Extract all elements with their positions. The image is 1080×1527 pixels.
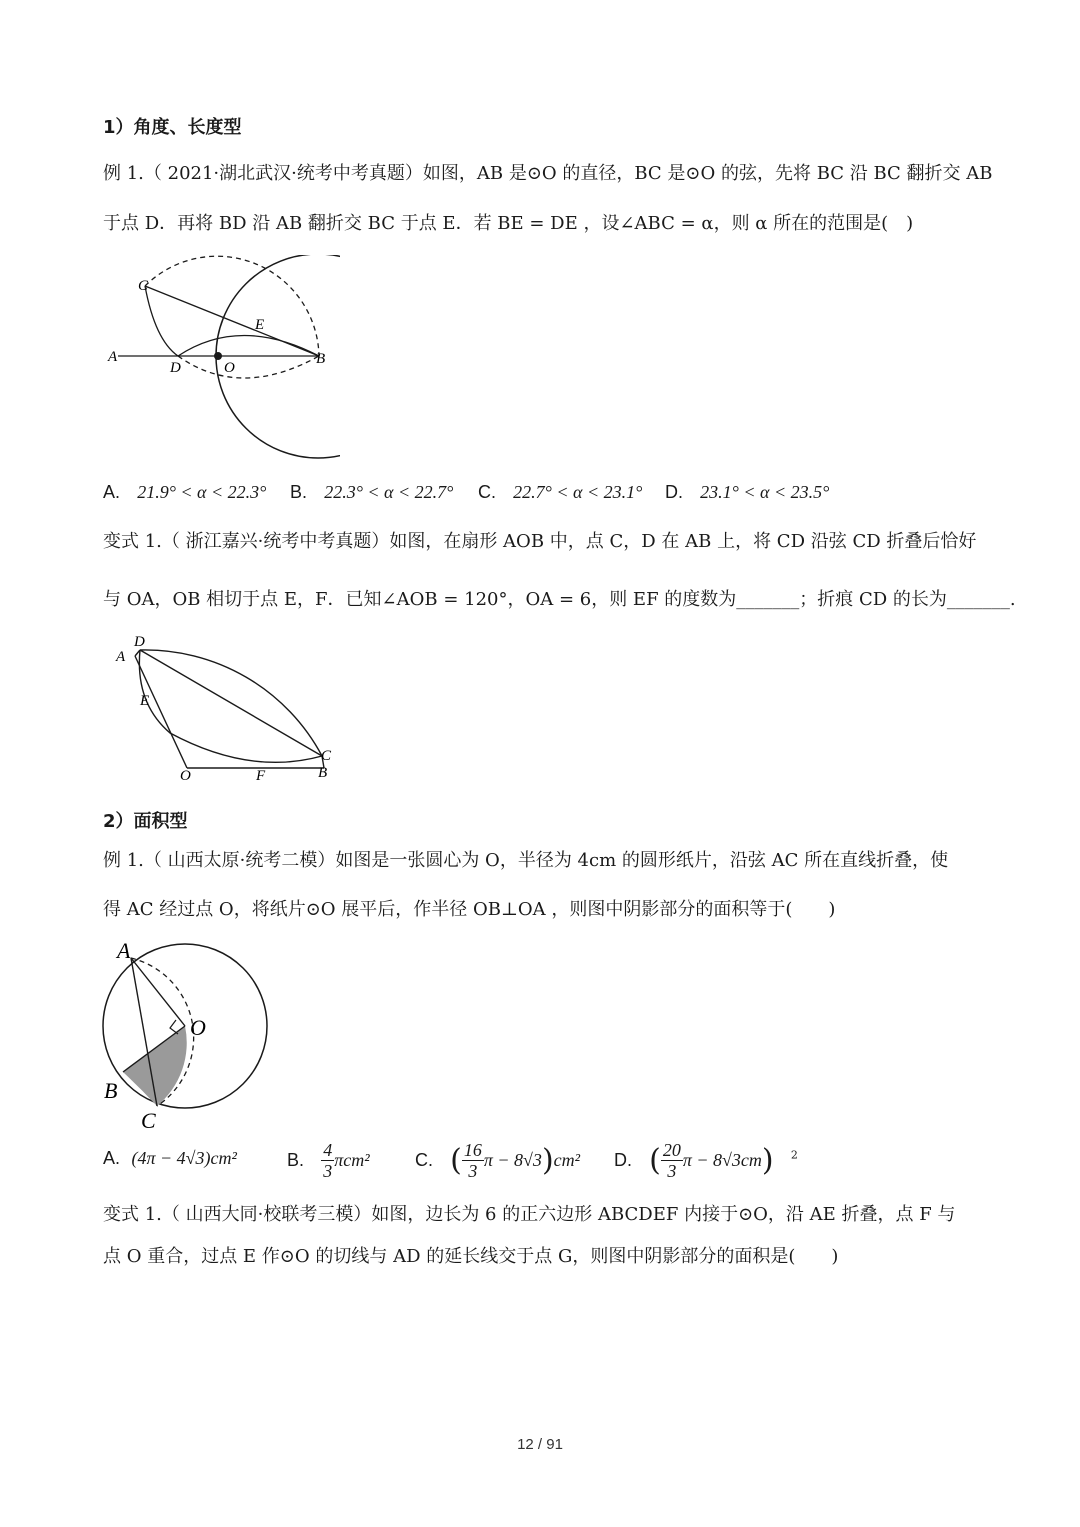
example1-option-b: B. 22.3° < α < 22.7° bbox=[290, 482, 454, 502]
label-a: A bbox=[117, 938, 131, 963]
folded-arc-cd bbox=[139, 650, 322, 762]
example1-figure bbox=[100, 255, 340, 470]
label-o: O bbox=[190, 1015, 206, 1040]
example2-option-b: B. $\frac{4}{3}$ πcm² bbox=[287, 1140, 370, 1181]
label-d: D bbox=[170, 360, 181, 376]
variant1-text-line2: 与 OA，OB 相切于点 E，F．已知∠AOB = 120°，OA = 6，则 EF 的度数为_______；折痕 CD 的长为_______. bbox=[103, 589, 1016, 610]
label-a: A bbox=[108, 349, 118, 365]
label-c: C bbox=[141, 1108, 156, 1133]
label-b: B bbox=[104, 1078, 118, 1103]
example2-text-line1: 例 1.（ 山西太原·统考二模）如图是一张圆心为 O，半径为 4cm 的圆形纸片，沿弦 AC 所在直线折叠，使 bbox=[103, 850, 949, 871]
example2-option-a: A. (4π − 4√3)cm² bbox=[103, 1148, 237, 1168]
label-c: C bbox=[321, 748, 332, 764]
label-f: F bbox=[256, 768, 266, 784]
label-o: O bbox=[180, 768, 191, 784]
variant1-figure bbox=[110, 628, 345, 788]
arc-bd-dashed bbox=[178, 356, 319, 378]
variant1-text-line1: 变式 1.（ 浙江嘉兴·统考中考真题）如图，在扇形 AOB 中，点 C，D 在 AB 上，将 CD 沿弦 CD 折叠后恰好 bbox=[103, 531, 977, 552]
label-b: B bbox=[318, 765, 328, 781]
section-heading-angle-length: 1）角度、长度型 bbox=[103, 117, 242, 138]
label-d: D bbox=[134, 634, 145, 650]
label-o: O bbox=[224, 360, 235, 376]
label-a: A bbox=[116, 649, 126, 665]
arc-cd bbox=[145, 286, 178, 356]
variant2-text-line2: 点 O 重合，过点 E 作⊙O 的切线与 AD 的延长线交于点 G，则图中阴影部分的面积是( ) bbox=[103, 1246, 839, 1267]
label-e: E bbox=[140, 693, 150, 709]
arc-bd-folded bbox=[178, 336, 319, 357]
example1-text-line2: 于点 D．再将 BD 沿 AB 翻折交 BC 于点 E．若 BE = DE ，设∠ABC = α，则 α 所在的范围是( ) bbox=[103, 213, 914, 234]
example1-text-line1: 例 1.（ 2021·湖北武汉·统考中考真题）如图，AB 是⊙O 的直径，BC 是⊙O 的弦，先将 BC 沿 BC 翻折交 AB bbox=[103, 163, 993, 184]
example2-text-line2: 得 AC 经过点 O，将纸片⊙O 展平后，作半径 OB⊥OA ，则图中阴影部分的面积等于( ) bbox=[103, 899, 836, 920]
folded-arc-dashed bbox=[145, 256, 319, 356]
chord-cd bbox=[140, 650, 322, 756]
variant2-text-line1: 变式 1.（ 山西大同·校联考三模）如图，边长为 6 的正六边形 ABCDEF 内接于⊙O，沿 AE 折叠，点 F 与 bbox=[103, 1204, 956, 1225]
label-b: B bbox=[316, 351, 326, 367]
example2-option-c: C. ( $\frac{16}{3}$ π − 8√3)cm² bbox=[415, 1140, 581, 1181]
center-point-o bbox=[214, 352, 222, 360]
label-c: C bbox=[138, 278, 149, 294]
example1-option-c: C. 22.7° < α < 23.1° bbox=[478, 482, 643, 502]
radius-oa bbox=[131, 958, 185, 1026]
chord-bc bbox=[145, 286, 319, 356]
example2-option-d: D. ( $\frac{20}{3}$ π − 8√3cm) $^2$ bbox=[614, 1140, 798, 1181]
example1-option-d: D. 23.1° < α < 23.5° bbox=[665, 482, 830, 502]
page-number: 12 / 91 bbox=[517, 1436, 563, 1453]
section-heading-area: 2）面积型 bbox=[103, 811, 188, 832]
example2-figure bbox=[95, 938, 275, 1133]
label-e: E bbox=[255, 317, 265, 333]
example1-option-a: A. 21.9° < α < 22.3° bbox=[103, 482, 267, 502]
